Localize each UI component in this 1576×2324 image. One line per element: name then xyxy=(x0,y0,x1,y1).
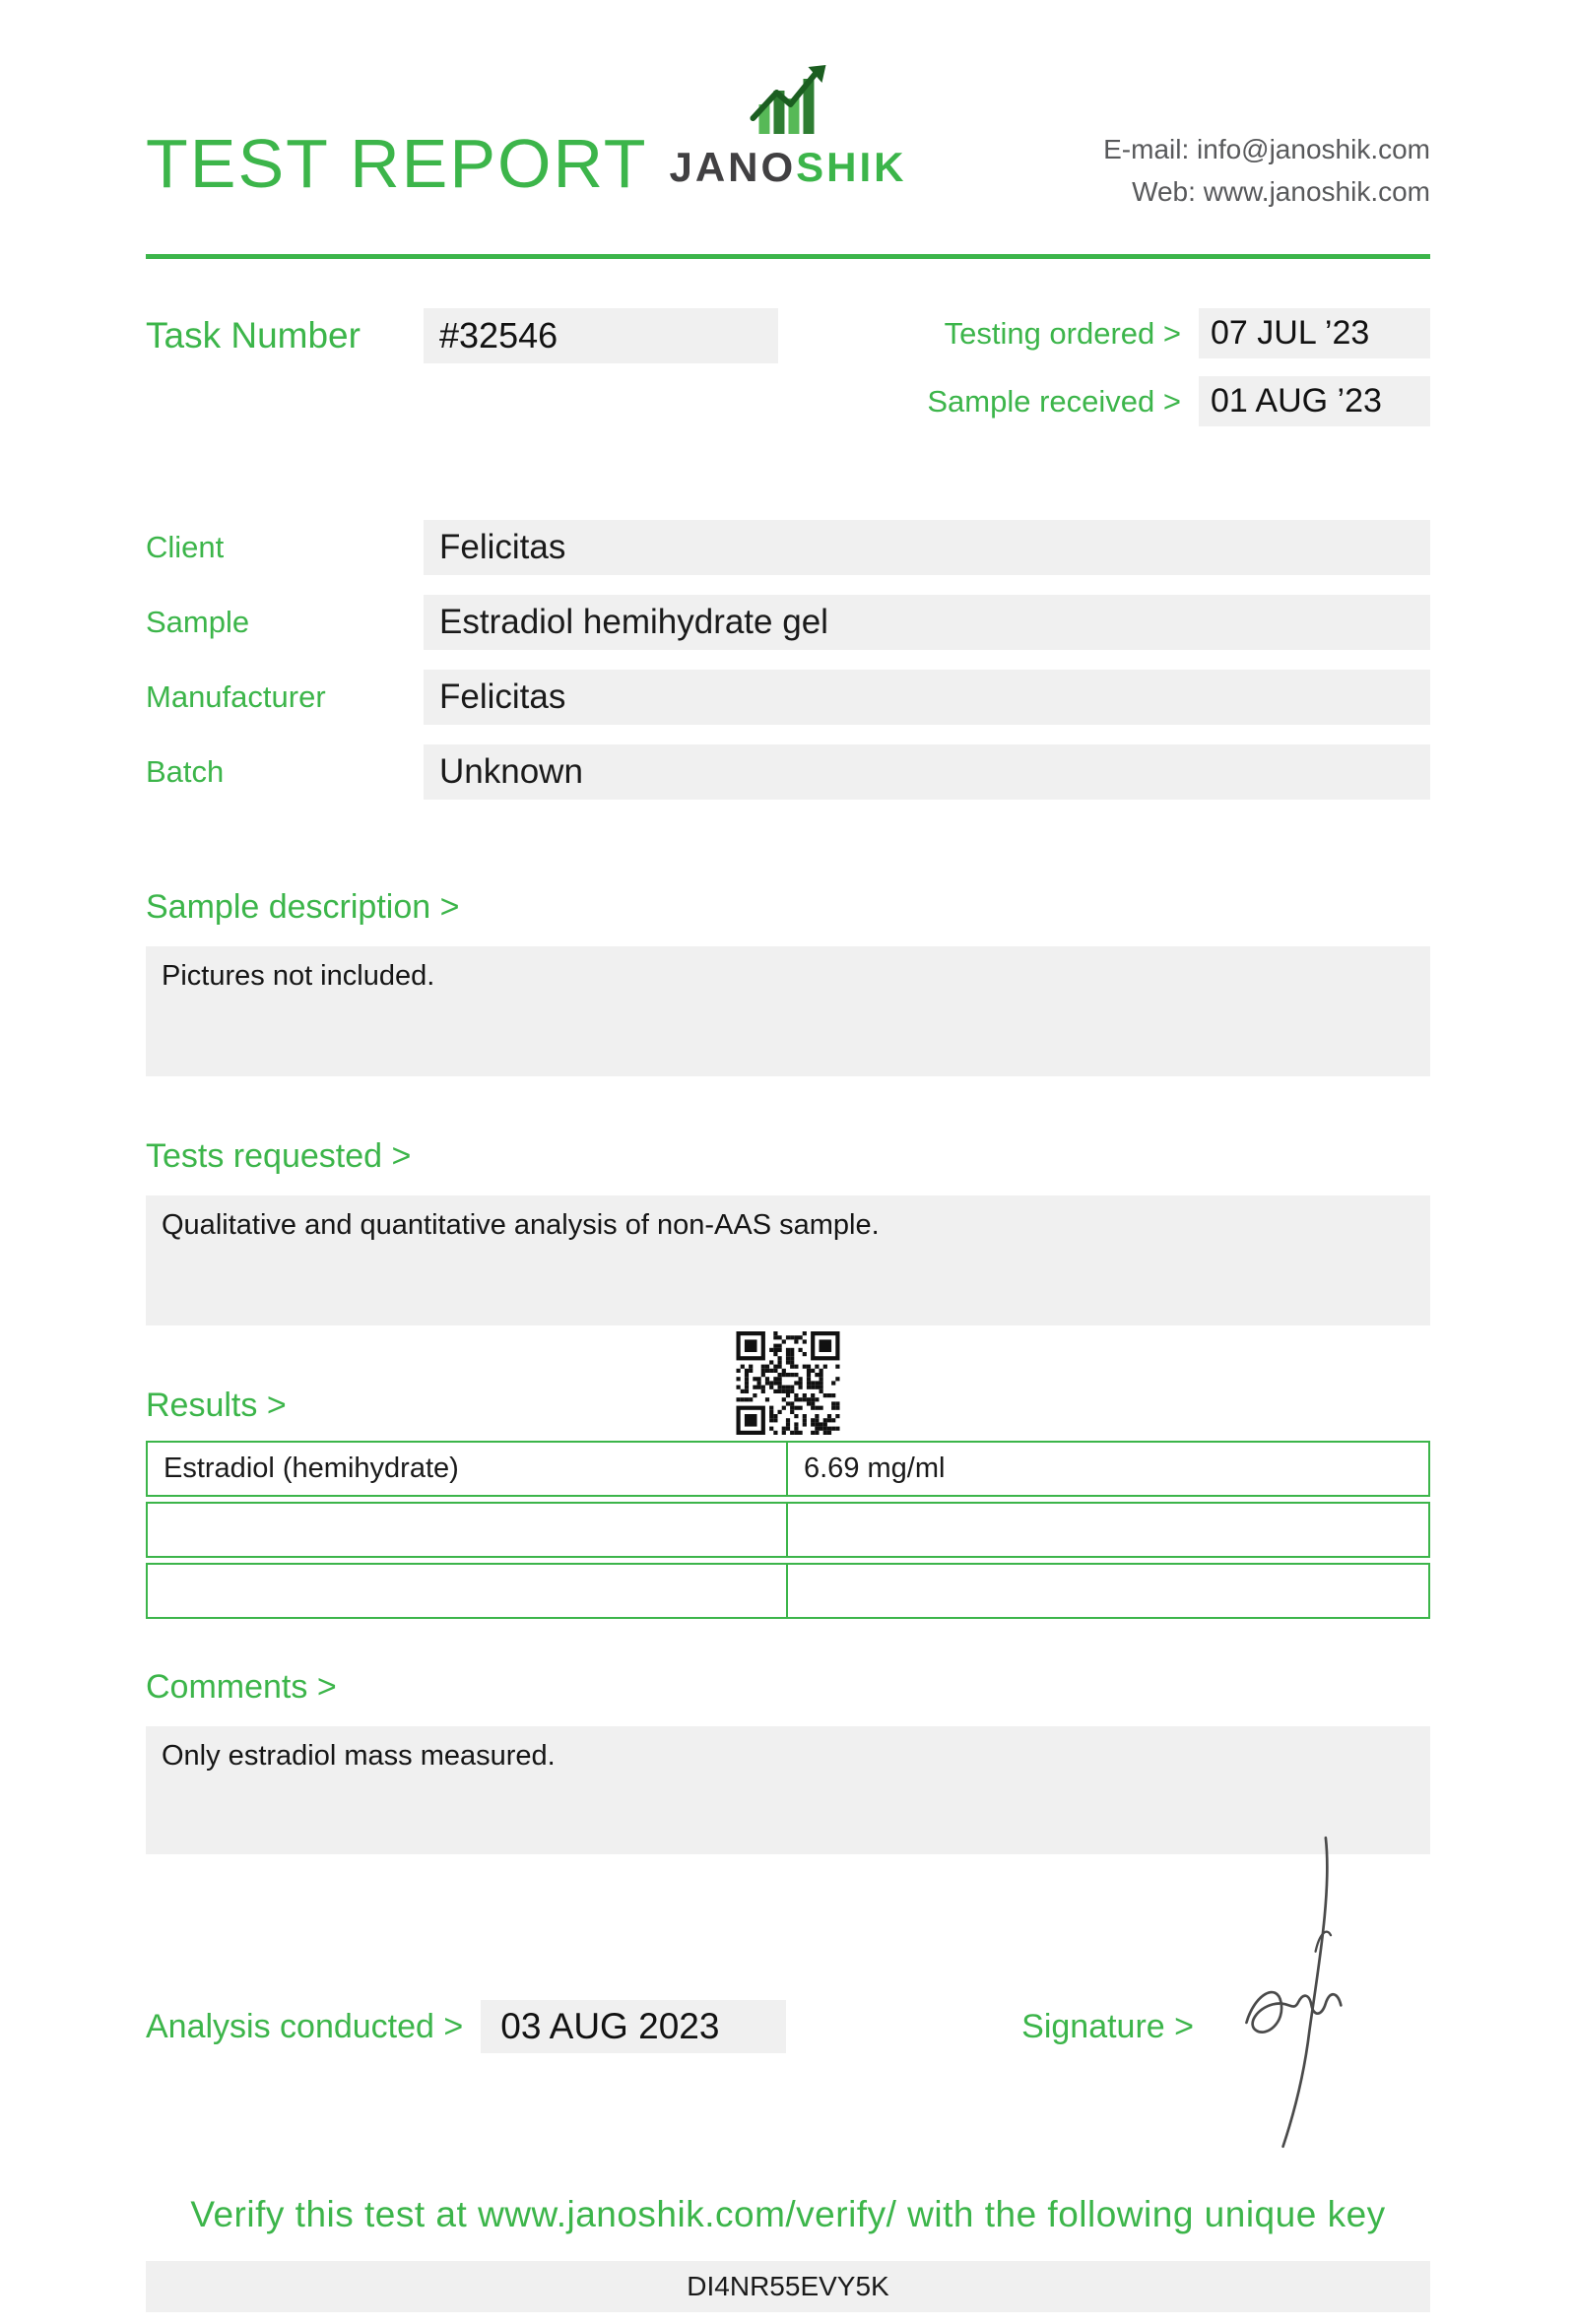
testing-ordered-label: Testing ordered > xyxy=(944,315,1181,351)
bar-chart-logo-icon xyxy=(669,61,906,138)
result-row-3 xyxy=(146,1563,1430,1619)
result-analyte-empty-2 xyxy=(148,1565,788,1617)
batch-value: Unknown xyxy=(424,744,1430,800)
task-number-row xyxy=(146,308,778,363)
verify-key: DI4NR55EVY5K xyxy=(146,2261,1430,2312)
signature-label: Signature > xyxy=(1021,2007,1194,2045)
sample-value: Estradiol hemihydrate gel xyxy=(424,595,1430,650)
signature-image xyxy=(1223,1830,1371,2155)
sample-received-value: 01 AUG ’23 xyxy=(1199,376,1430,426)
client-label: Client xyxy=(146,530,225,564)
meta-section xyxy=(146,308,1430,426)
tests-requested-text: Qualitative and quantitative analysis of non-AAS sample. xyxy=(146,1195,1430,1325)
results-table xyxy=(146,1441,1430,1619)
comments-section xyxy=(146,1668,1430,1854)
sample-received-row xyxy=(927,376,1430,426)
testing-ordered-value: 07 JUL ’23 xyxy=(1199,308,1430,358)
janoshik-logo xyxy=(669,61,906,191)
contact-info xyxy=(1103,128,1430,214)
results-section xyxy=(146,1387,1430,1619)
task-number-label: Task Number xyxy=(146,315,361,355)
comments-title: Comments > xyxy=(146,1668,337,1706)
manufacturer-value: Felicitas xyxy=(424,670,1430,725)
tests-requested-title: Tests requested > xyxy=(146,1137,412,1175)
result-value: 6.69 mg/ml xyxy=(804,1452,946,1484)
header-divider xyxy=(146,254,1430,259)
comments-text: Only estradiol mass measured. xyxy=(146,1726,1430,1854)
batch-label: Batch xyxy=(146,754,225,789)
task-number-value: #32546 xyxy=(424,308,778,363)
analysis-conducted-value: 03 AUG 2023 xyxy=(481,2000,786,2053)
logo-wordmark xyxy=(669,144,906,191)
result-value-empty-1 xyxy=(788,1504,1428,1556)
detail-row-client xyxy=(146,520,1430,575)
testing-ordered-row xyxy=(927,308,1430,358)
analysis-conducted-label: Analysis conducted > xyxy=(146,2007,464,2045)
sample-description-title: Sample description > xyxy=(146,888,460,926)
result-analyte: Estradiol (hemihydrate) xyxy=(148,1443,788,1495)
logo-text-shik: SHIK xyxy=(796,144,907,190)
verify-instruction: Verify this test at www.janoshik.com/verify/ with the following unique key xyxy=(190,2194,1386,2234)
result-analyte-empty-1 xyxy=(148,1504,788,1556)
results-title: Results > xyxy=(146,1387,287,1424)
result-row-1 xyxy=(146,1441,1430,1497)
detail-row-manufacturer xyxy=(146,670,1430,725)
report-header xyxy=(146,0,1430,254)
sample-label: Sample xyxy=(146,605,250,639)
footer-section xyxy=(146,1997,1430,2056)
detail-row-batch xyxy=(146,744,1430,800)
analysis-conducted-row xyxy=(146,2000,786,2053)
tests-requested-section xyxy=(146,1137,1430,1325)
manufacturer-label: Manufacturer xyxy=(146,679,326,714)
result-value-empty-2 xyxy=(788,1565,1428,1617)
report-title: TEST REPORT xyxy=(146,125,648,202)
sample-details-section xyxy=(146,520,1430,800)
contact-web: Web: www.janoshik.com xyxy=(1132,176,1430,208)
sample-description-section xyxy=(146,888,1430,1076)
client-value: Felicitas xyxy=(424,520,1430,575)
detail-row-sample xyxy=(146,595,1430,650)
logo-text-jano: JANO xyxy=(669,144,797,190)
sample-received-label: Sample received > xyxy=(927,383,1181,419)
contact-email: E-mail: info@janoshik.com xyxy=(1103,134,1430,164)
sample-description-text: Pictures not included. xyxy=(146,946,1430,1076)
qr-code xyxy=(737,1331,840,1435)
result-row-2 xyxy=(146,1502,1430,1558)
dates-block xyxy=(927,308,1430,426)
